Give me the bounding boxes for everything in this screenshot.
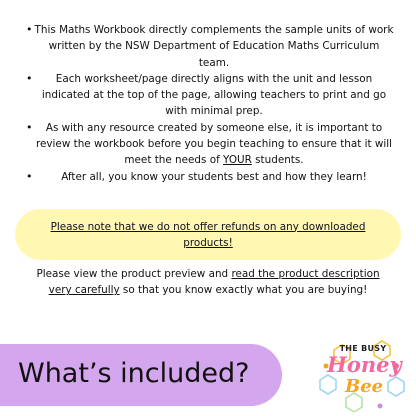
bullet-icon: • (26, 169, 33, 183)
description-list (22, 22, 394, 185)
refund-notice-text: Please note that we do not offer refunds on any downloaded products! (50, 220, 366, 249)
bullet-icon: • (26, 71, 33, 85)
preview-note-text: Please view the product preview and (36, 268, 232, 280)
bullet-text: Each worksheet/page directly aligns with the unit and lesson indicated at the top of the page, allowing teachers to print and go with minimal prep. (41, 72, 387, 118)
section-title: What’s included? (18, 358, 250, 389)
refund-notice (15, 209, 401, 260)
list-item (22, 169, 394, 185)
logo-bee-text: Bee (345, 376, 384, 397)
list-item (22, 22, 394, 71)
bullet-text: As with any resource created by someone else, it is important to review the workbook before you begin teaching to ensure that it will meet the needs of (35, 121, 393, 167)
logo-honey-text: Honey (327, 352, 402, 377)
preview-note-end: so that you know exactly what you are buying! (119, 284, 368, 297)
bullet-emphasis: YOUR (223, 154, 252, 167)
description-link[interactable]: read the product description very carefully (48, 268, 380, 297)
logo-top-text: THE BUSY (339, 344, 387, 353)
bullet-text-end: students. (251, 154, 304, 167)
bullet-text: This Maths Workbook directly complements the sample units of work written by the NSW Department of Education Maths Curriculum team. (34, 24, 394, 69)
bullet-text: After all, you know your students best and how they learn! (61, 170, 367, 183)
list-item (22, 120, 394, 169)
list-item (22, 71, 394, 120)
bullet-icon: • (26, 120, 33, 134)
preview-note (30, 266, 386, 299)
bullet-icon: • (26, 23, 33, 36)
